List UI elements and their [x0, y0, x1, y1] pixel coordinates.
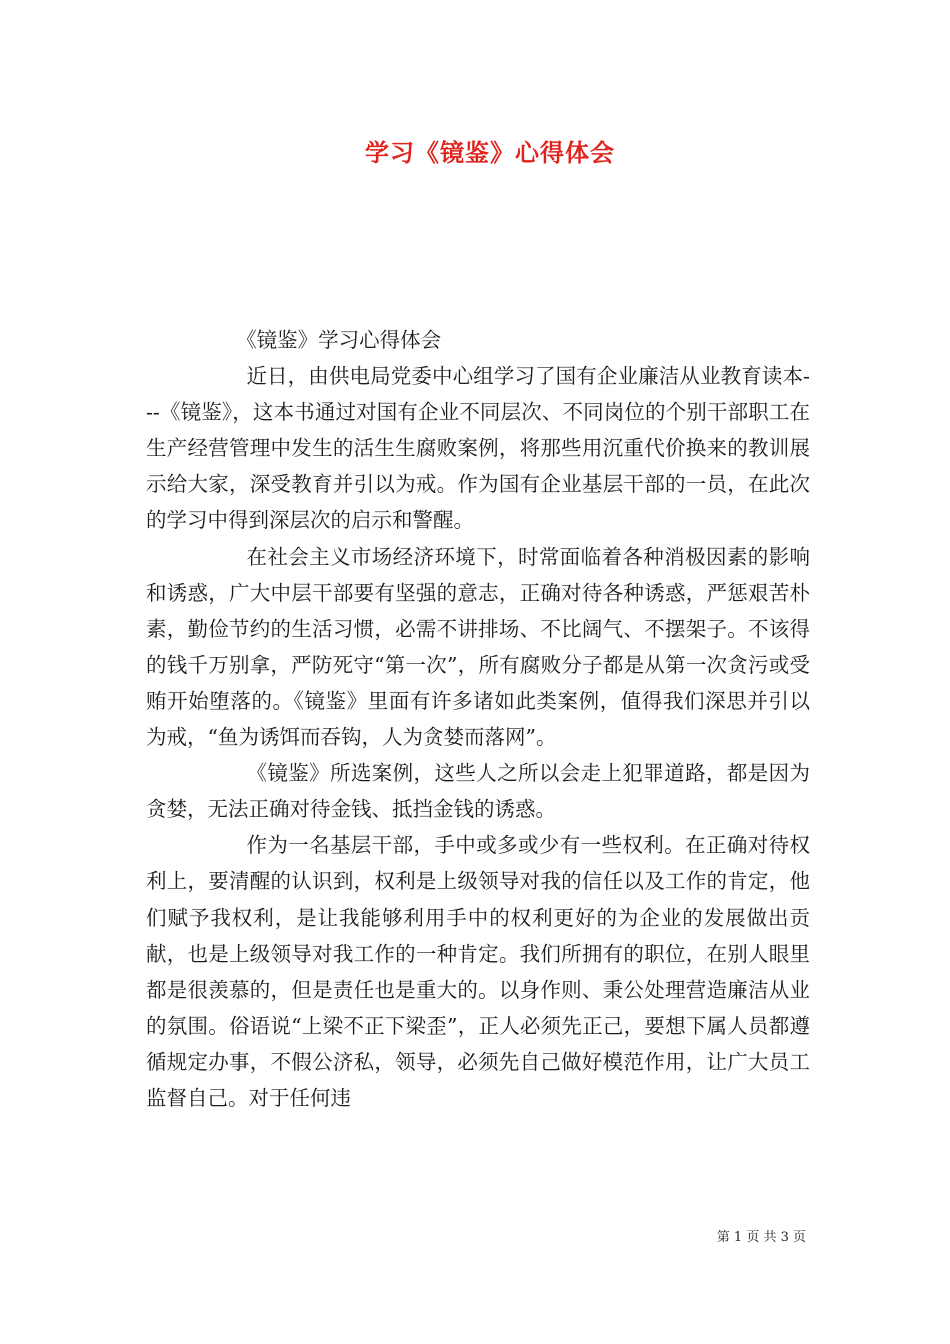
- paragraph: 作为一名基层干部，手中或多或少有一些权利。在正确对待权利上，要清醒的认识到，权利是上级领导对我的信任以及工作的肯定，他们赋予我权利，是让我能够利用手中的权利更好的为企业的发展做出贡献，也是上级领导对我工作的一种肯定。我们所拥有的职位，在别人眼里都是很羡慕的，但是责任也是重大的。以身作则、秉公处理营造廉洁从业的氛围。俗语说“上梁不正下梁歪”，正人必须先正己，要想下属人员都遵循规定办事，不假公济私，领导，必须先自己做好模范作用，让广大员工监督自己。对于任何违: [146, 833, 810, 1110]
- page-number-footer: 第 1 页 共 3 页: [716, 1230, 806, 1245]
- paragraph: 近日，由供电局党委中心组学习了国有企业廉洁从业教育读本---《镜鉴》，这本书通过对国有企业不同层次、不同岗位的个别干部职工在生产经营管理中发生的活生生腐败案例，将那些用沉重代价换来的教训展示给大家，深受教育并引以为戒。作为国有企业基层干部的一员，在此次的学习中得到深层次的启示和警醒。: [146, 364, 810, 533]
- document-subtitle: 《镜鉴》学习心得体会: [236, 328, 442, 352]
- paragraph: 在社会主义市场经济环境下，时常面临着各种消极因素的影响和诱惑，广大中层干部要有坚强的意志，正确对待各种诱惑，严惩艰苦朴素，勤俭节约的生活习惯，必需不讲排场、不比阔气、不摆架子。不该得的钱千万别拿，严防死守“第一次”，所有腐败分子都是从第一次贪污或受贿开始堕落的。《镜鉴》里面有许多诸如此类案例，值得我们深思并引以为戒，“鱼为诱饵而吞钩，人为贪婪而落网”。: [146, 544, 810, 750]
- paragraph: 《镜鉴》所选案例，这些人之所以会走上犯罪道路，都是因为贪婪，无法正确对待金钱、抵挡金钱的诱惑。: [146, 761, 810, 822]
- document-body: [146, 322, 810, 1116]
- document-title: [0, 133, 950, 168]
- document-title-text: 学习《镜鉴》心得体会: [365, 138, 615, 167]
